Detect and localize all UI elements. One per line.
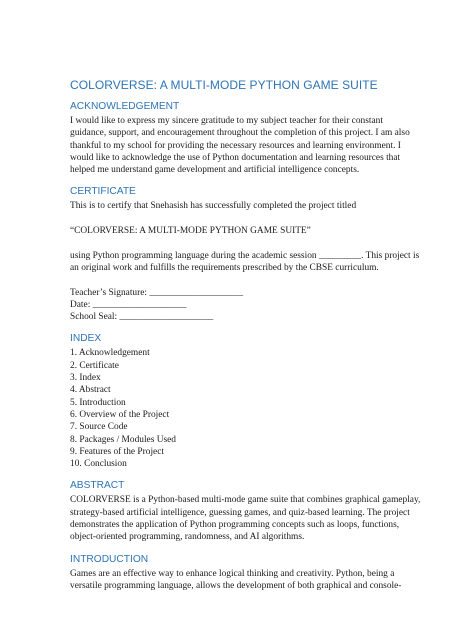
acknowledgement-heading: ACKNOWLEDGEMENT: [70, 101, 180, 112]
abstract-line: COLORVERSE is a Python-based multi-mode game suite that combines graphical gameplay,: [70, 495, 421, 506]
index-item: 7. Source Code: [70, 422, 128, 433]
index-list: [70, 347, 434, 470]
certificate-heading: CERTIFICATE: [70, 186, 136, 198]
index-item: 8. Packages / Modules Used: [70, 434, 176, 445]
abstract-line: strategy-based artificial intelligence, guessing games, and quiz-based learning. The project: [70, 507, 410, 518]
index-item: 10. Conclusion: [70, 459, 127, 470]
acknowledgement-line: thankful to my school for providing the necessary resources and learning environment. I: [70, 140, 401, 151]
introduction-line: Games are an effective way to enhance logical thinking and creativity. Python, being a: [70, 568, 395, 579]
introduction-line: versatile programming language, allows the development of both graphical and console-: [70, 580, 402, 591]
introduction-heading: INTRODUCTION: [70, 553, 149, 565]
date-line: Date: ____________________: [70, 299, 187, 310]
certificate-session-line: using Python programming language during the academic session _________. This project is: [70, 250, 420, 261]
document-title: COLORVERSE: A MULTI-MODE PYTHON GAME SUITE: [70, 78, 378, 92]
acknowledgement-line: guidance, support, and encouragement throughout the completion of this project. I am also: [70, 128, 410, 139]
index-heading: INDEX: [70, 333, 102, 345]
acknowledgement-line: I would like to express my sincere gratitude to my subject teacher for their constant: [70, 116, 383, 126]
abstract-heading: ABSTRACT: [70, 480, 125, 492]
abstract-line: object-oriented programming, randomness, and AI algorithms.: [70, 532, 305, 543]
index-item: 6. Overview of the Project: [70, 409, 170, 420]
abstract-line: demonstrates the application of Python programming concepts such as loops, functions,: [70, 520, 400, 531]
certificate-session-paragraph: [70, 250, 434, 275]
index-item: 5. Introduction: [70, 397, 126, 408]
acknowledgement-line: would like to acknowledge the use of Python documentation and learning resources that: [70, 152, 401, 163]
school-seal-line: School Seal: ____________________: [70, 312, 214, 323]
index-item: 2. Certificate: [70, 360, 119, 371]
index-item: 3. Index: [70, 373, 101, 384]
introduction-paragraph: [70, 568, 434, 593]
abstract-paragraph: [70, 494, 434, 543]
teacher-signature-line: Teacher’s Signature: ____________________: [70, 287, 244, 298]
certificate-session-line: an original work and fulfills the requirements prescribed by the CBSE curriculum.: [70, 262, 379, 273]
index-item: 4. Abstract: [70, 385, 111, 396]
certificate-project-title: “COLORVERSE: A MULTI-MODE PYTHON GAME SUITE”: [70, 226, 311, 237]
certificate-intro: This is to certify that Snehasish has successfully completed the project titled: [70, 201, 357, 212]
index-item: 9. Features of the Project: [70, 446, 164, 457]
acknowledgement-line: helped me understand game development and artificial intelligence concepts.: [70, 165, 360, 176]
acknowledgement-paragraph: [70, 115, 434, 176]
index-item: 1. Acknowledgement: [70, 348, 150, 359]
